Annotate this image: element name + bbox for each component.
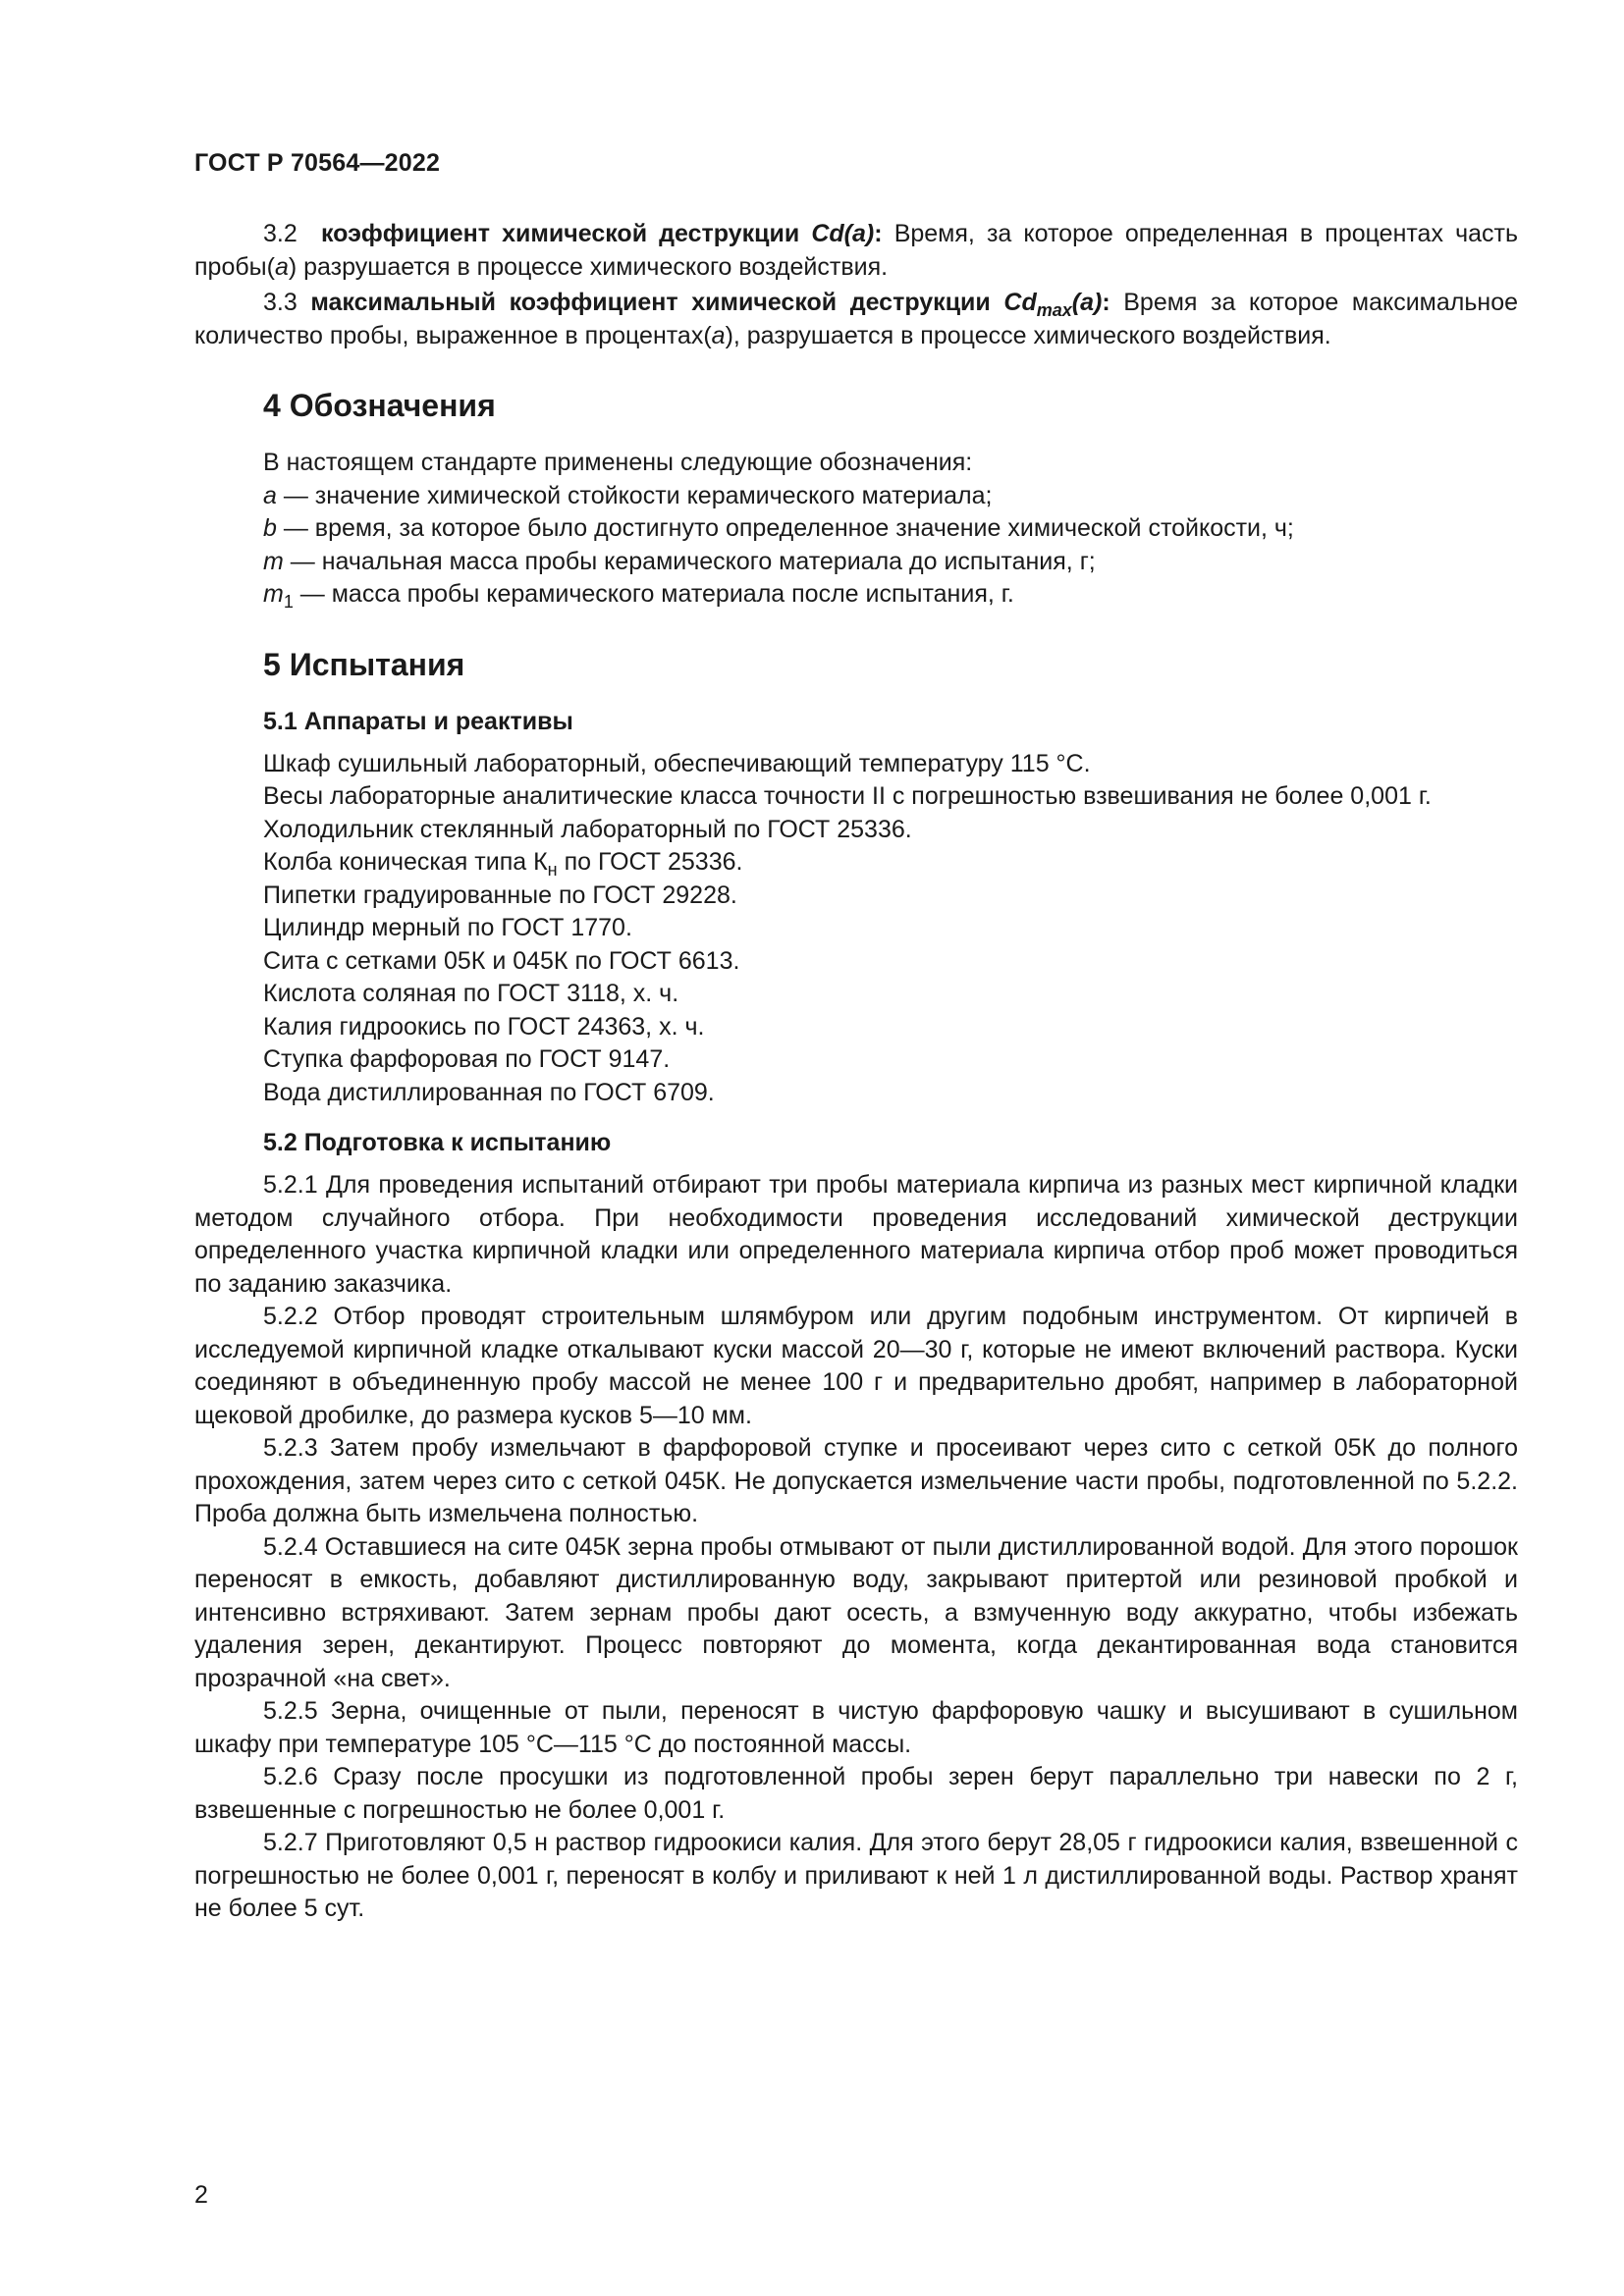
def-symbol: Cd(a): [811, 220, 875, 247]
symbol-item: [194, 512, 1518, 546]
clause-5-2-6: 5.2.6 Сразу после просушки из подготовленной пробы зерен берут параллельно три навески по 2 г, взвешенные с погрешностью не более 0,001 г.: [194, 1763, 1518, 1824]
def-term: максимальный коэффициент химической деструкции: [310, 289, 991, 316]
def-symbol-tail: (a): [1071, 289, 1103, 316]
def-symbol: [1003, 289, 1103, 320]
def-var: a: [274, 252, 289, 281]
equipment-item: Сита с сетками 05К и 045К по ГОСТ 6613.: [263, 946, 740, 975]
document-body: [194, 218, 1518, 1926]
symbol-item: [194, 578, 1518, 612]
symbol-desc: — масса пробы керамического материала после испытания, г.: [293, 580, 1014, 608]
section-5-1-heading: 5.1 Аппараты и реактивы: [263, 707, 573, 735]
document-page: [194, 0, 1518, 2296]
equipment-subscript: н: [547, 860, 558, 880]
equipment-text-a: Колба коническая типа К: [263, 848, 548, 876]
equipment-item: Ступка фарфоровая по ГОСТ 9147.: [263, 1045, 671, 1073]
section-4-intro: В настоящем стандарте применены следующие обозначения:: [263, 449, 973, 476]
page-number: 2: [194, 2181, 208, 2209]
clause-5-2-3: 5.2.3 Затем пробу измельчают в фарфоровой ступке и просеивают через сито с сеткой 05К до полного прохождения, затем через сито с сеткой 045К. Не допускается измельчение части пробы, подготовленной по 5.2.2. Проба должна быть измельчена полностью.: [194, 1434, 1518, 1527]
def-colon: :: [874, 220, 883, 247]
running-header: ГОСТ Р 70564—2022: [194, 149, 441, 177]
equipment-text-b: по ГОСТ 25336.: [557, 848, 743, 876]
section-5-heading: 5 Испытания: [263, 646, 465, 682]
symbol-item: [194, 480, 1518, 513]
equipment-item: Цилиндр мерный по ГОСТ 1770.: [263, 914, 632, 941]
def-symbol-base: Cd: [1003, 289, 1037, 316]
clause-5-2-4: 5.2.4 Оставшиеся на сите 045К зерна пробы отмывают от пыли дистиллированной водой. Для этого порошок переносят в емкость, добавляют дистиллированную воду, закрывают притертой или резиновой пробкой и интенсивно встряхивают. Затем зернам пробы дают осесть, а взмученную воду аккуратно, чтобы избежать удаления зерен, декантируют. Процесс повторяют до момента, когда декантированная вода становится прозрачной «на свет».: [194, 1532, 1518, 1692]
symbol-item: [194, 546, 1518, 579]
def-var: a: [711, 321, 726, 349]
def-number: 3.2: [263, 220, 298, 247]
equipment-item: Шкаф сушильный лабораторный, обеспечивающий температуру 115 °С.: [263, 749, 1091, 777]
clause-5-2-7: 5.2.7 Приготовляют 0,5 н раствор гидроокиси калия. Для этого берут 28,05 г гидроокиси калия, взвешенной с погрешностью не более 0,001 г, переносят в колбу и приливают к ней 1 л дистиллированной воды. Раствор хранят не более 5 сут.: [194, 1829, 1518, 1922]
def-text-b: ) разрушается в процессе химического воздействия.: [288, 252, 889, 281]
clause-5-2-2: 5.2.2 Отбор проводят строительным шлямбуром или другим подобным инструментом. От кирпичей в исследуемой кирпичной кладке откалывают куски массой 20—30 г, которые не имеют включений раствора. Куски соединяют в объединенную пробу массой не менее 100 г и предварительно дробят, например в лабораторной щековой дробилке, до размера кусков 5—10 мм.: [194, 1303, 1518, 1429]
equipment-item: Холодильник стеклянный лабораторный по ГОСТ 25336.: [263, 815, 912, 843]
equipment-item: [194, 846, 1518, 880]
clause-5-2-5: 5.2.5 Зерна, очищенные от пыли, переносят в чистую фарфоровую чашку и высушивают в сушильном шкафу при температуре 105 °С—115 °С до постоянной массы.: [194, 1697, 1518, 1758]
def-text-b: ), разрушается в процессе химического воздействия.: [725, 321, 1331, 349]
equipment-item: Весы лабораторные аналитические класса точности II с погрешностью взвешивания не более 0,001 г.: [263, 782, 1432, 810]
def-text-a: Время, за которое определенная в процентах часть пробы(: [194, 220, 1518, 281]
def-text-a: Время за которое максимальное количество пробы, выраженное в процентах(: [194, 289, 1518, 349]
symbol-subscript: 1: [283, 592, 294, 612]
symbol-desc: — значение химической стойкости керамического материала;: [276, 481, 993, 509]
symbol-letter: m: [263, 547, 284, 575]
def-number: 3.3: [263, 289, 298, 316]
definition-3-2: [194, 218, 1518, 284]
symbol-desc: — время, за которое было достигнуто определенное значение химической стойкости, ч;: [276, 514, 1294, 542]
definition-3-3: [194, 287, 1518, 352]
equipment-item: Пипетки градуированные по ГОСТ 29228.: [263, 881, 737, 909]
equipment-item: Кислота соляная по ГОСТ 3118, х. ч.: [263, 980, 679, 1007]
symbol-letter: b: [263, 514, 277, 542]
def-symbol-sub: max: [1036, 300, 1072, 320]
equipment-item: Калия гидроокись по ГОСТ 24363, х. ч.: [263, 1012, 705, 1041]
clause-5-2-1: 5.2.1 Для проведения испытаний отбирают три пробы материала кирпича из разных мест кирпичной кладки методом случайного отбора. При необходимости проведения исследований химической деструкции определенного участка кирпичной кладки или определенного материала кирпича отбор проб может проводиться по заданию заказчика.: [194, 1171, 1518, 1298]
def-term: коэффициент химической деструкции: [320, 220, 800, 247]
equipment-item: Вода дистиллированная по ГОСТ 6709.: [263, 1078, 715, 1106]
section-4-heading: 4 Обозначения: [263, 388, 496, 423]
section-5-2-heading: 5.2 Подготовка к испытанию: [263, 1129, 612, 1156]
def-colon: :: [1102, 289, 1110, 316]
symbol-desc: — начальная масса пробы керамического материала до испытания, г;: [283, 547, 1096, 575]
symbol-letter: a: [263, 481, 277, 509]
symbol-letter: m: [263, 580, 284, 608]
